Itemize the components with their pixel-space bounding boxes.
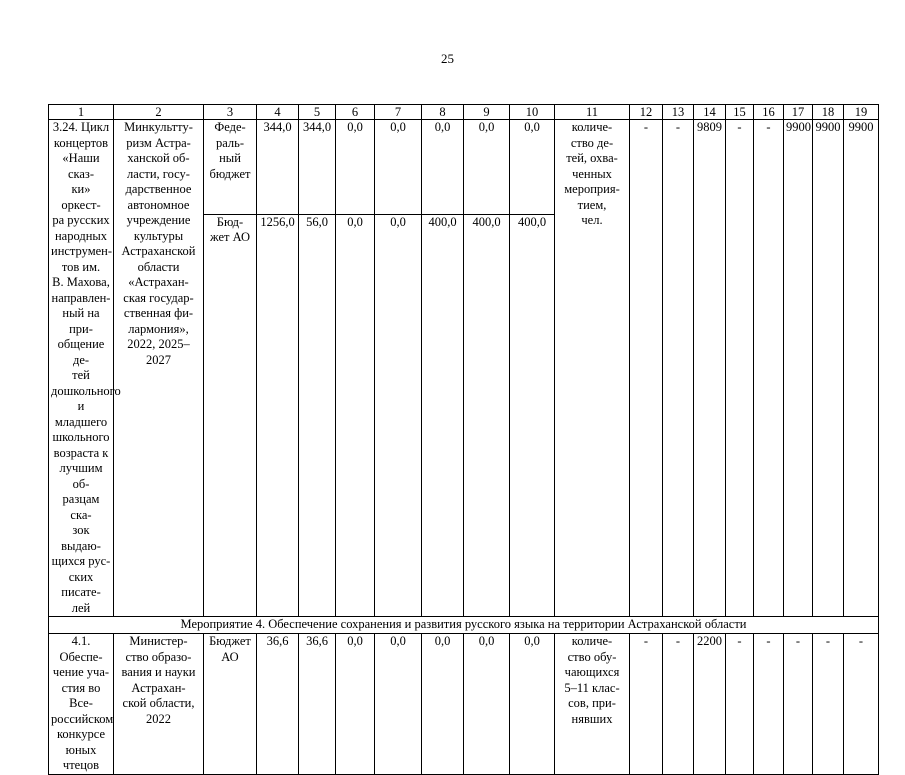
column-number: 9: [464, 105, 510, 120]
column-number: 19: [844, 105, 879, 120]
target-cell: -: [754, 120, 784, 617]
value-cell: 0,0: [464, 120, 510, 215]
column-number: 12: [630, 105, 663, 120]
target-cell: -: [663, 120, 694, 617]
target-cell: 9809: [694, 120, 726, 617]
value-cell: 1256,0: [257, 214, 299, 616]
value-cell: 0,0: [510, 120, 555, 215]
value-cell: 36,6: [257, 634, 299, 775]
value-cell: 0,0: [375, 120, 422, 215]
column-number: 17: [784, 105, 813, 120]
table-row-4-1: [49, 634, 879, 775]
value-cell: 56,0: [299, 214, 336, 616]
target-cell: 9900: [844, 120, 879, 617]
value-cell: 400,0: [422, 214, 464, 616]
executor-cell: Министер- ство образо- вания и науки Астрахан- ской области, 2022: [114, 634, 204, 775]
column-number: 1: [49, 105, 114, 120]
indicator-cell: количе- ство обу- чающихся 5–11 клас- сов, при- нявших: [555, 634, 630, 775]
column-number: 4: [257, 105, 299, 120]
page-number: 25: [441, 51, 454, 66]
target-cell: -: [813, 634, 844, 775]
section-title: Мероприятие 4. Обеспечение сохранения и развития русского языка на территории Астраханской области: [49, 617, 879, 634]
target-cell: -: [630, 120, 663, 617]
value-cell: 0,0: [510, 634, 555, 775]
value-cell: 0,0: [375, 634, 422, 775]
column-number: 14: [694, 105, 726, 120]
executor-cell: Минкультту- ризм Астра- ханской об- ласти, госу- дарственное автономное учреждение культуры Астраханской области «Астрахан- ская государ- ственная фи- лармония», 2022, 2025– 2027: [114, 120, 204, 617]
column-number: 13: [663, 105, 694, 120]
indicator-cell: количе- ство де- тей, охва- ченных мероприя- тием, чел.: [555, 120, 630, 617]
value-cell: 400,0: [510, 214, 555, 616]
target-cell: -: [726, 120, 754, 617]
event-name-cell: 3.24. Цикл концертов «Наши сказ- ки» оркест- ра русских народных инструмен- тов им. В. Махова, направлен- ный на при- общение де- тей дошкольного и младшего школьного возраста к лучшим об- разцам ска- зок выдаю- щихся рус- ских писате- лей: [49, 120, 114, 617]
column-number: 16: [754, 105, 784, 120]
value-cell: 0,0: [422, 634, 464, 775]
target-cell: -: [784, 634, 813, 775]
target-cell: 9900: [784, 120, 813, 617]
column-number: 5: [299, 105, 336, 120]
column-number-row: [49, 105, 879, 120]
target-cell: -: [630, 634, 663, 775]
value-cell: 344,0: [257, 120, 299, 215]
value-cell: 0,0: [464, 634, 510, 775]
funding-source-cell: Феде- раль- ный бюджет: [204, 120, 257, 215]
value-cell: 0,0: [422, 120, 464, 215]
value-cell: 36,6: [299, 634, 336, 775]
value-cell: 400,0: [464, 214, 510, 616]
value-cell: 0,0: [336, 214, 375, 616]
value-cell: 0,0: [336, 120, 375, 215]
column-number: 15: [726, 105, 754, 120]
target-cell: -: [726, 634, 754, 775]
column-number: 7: [375, 105, 422, 120]
target-cell: 9900: [813, 120, 844, 617]
column-number: 3: [204, 105, 257, 120]
target-cell: -: [754, 634, 784, 775]
target-cell: -: [663, 634, 694, 775]
target-cell: 2200: [694, 634, 726, 775]
funding-source-cell: Бюд- жет АО: [204, 214, 257, 616]
funding-source-cell: Бюджет АО: [204, 634, 257, 775]
column-number: 18: [813, 105, 844, 120]
event-name-cell: 4.1. Обеспе- чение уча- стия во Все- российском конкурсе юных чтецов: [49, 634, 114, 775]
column-number: 11: [555, 105, 630, 120]
program-table: [48, 104, 879, 775]
value-cell: 344,0: [299, 120, 336, 215]
column-number: 2: [114, 105, 204, 120]
value-cell: 0,0: [336, 634, 375, 775]
column-number: 6: [336, 105, 375, 120]
table-row-3-24-federal: [49, 120, 879, 215]
column-number: 8: [422, 105, 464, 120]
target-cell: -: [844, 634, 879, 775]
column-number: 10: [510, 105, 555, 120]
value-cell: 0,0: [375, 214, 422, 616]
section-row: [49, 617, 879, 634]
